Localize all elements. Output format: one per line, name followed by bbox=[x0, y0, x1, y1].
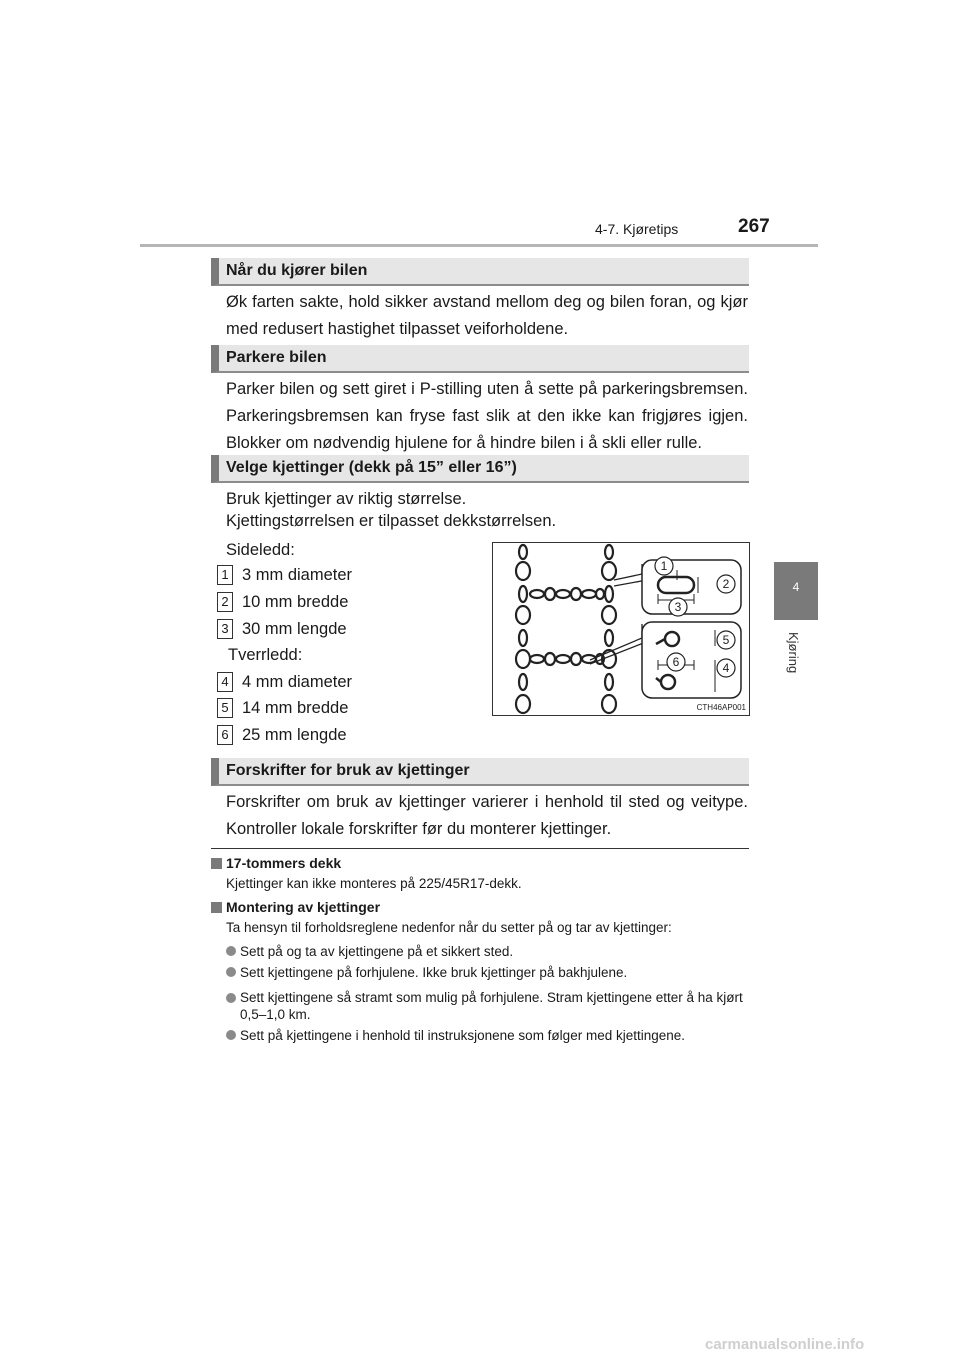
page-number: 267 bbox=[738, 216, 770, 237]
heading-parking: Parkere bilen bbox=[211, 345, 749, 373]
spec-number-6: 6 bbox=[217, 725, 233, 745]
diagram-callout-5: 5 bbox=[722, 633, 730, 647]
diagram-callout-1: 1 bbox=[660, 559, 668, 573]
spec-number-3: 3 bbox=[217, 619, 233, 639]
heading-chains: Velge kjettinger (dekk på 15” eller 16”) bbox=[211, 455, 749, 483]
bullet-text-1: Sett på og ta av kjettingene på et sikkert sted. bbox=[240, 944, 514, 959]
note-title-mounting: Montering av kjettinger bbox=[226, 899, 381, 915]
note-text-mounting: Ta hensyn til forholdsreglene nedenfor når du setter på og tar av kjettinger: bbox=[226, 920, 672, 935]
spec-number-1: 1 bbox=[217, 565, 233, 585]
watermark: carmanualsonline.info bbox=[705, 1336, 865, 1353]
note-marker-1 bbox=[211, 858, 222, 869]
spec-text-6: 25 mm lengde bbox=[242, 726, 347, 744]
bullet-dot-1 bbox=[226, 946, 236, 956]
spec-text-5: 14 mm bredde bbox=[242, 699, 349, 717]
cross-links-label: Tverrledd: bbox=[228, 646, 303, 664]
note-text-17-inch: Kjettinger kan ikke monteres på 225/45R17-dekk. bbox=[226, 876, 522, 891]
chain-diagram bbox=[492, 542, 750, 716]
spec-text-4: 4 mm diameter bbox=[242, 673, 353, 691]
bullet-text-2: Sett kjettingene på forhjulene. Ikke bruk kjettinger på bakhjulene. bbox=[240, 965, 628, 980]
bullet-dot-3 bbox=[226, 993, 236, 1003]
spec-number-5: 5 bbox=[217, 698, 233, 718]
diagram-callout-3: 3 bbox=[674, 600, 682, 614]
spec-text-2: 10 mm bredde bbox=[242, 593, 349, 611]
spec-number-4: 4 bbox=[217, 672, 233, 692]
bullet-text-3: Sett kjettingene så stramt som mulig på forhjulene. Stram kjettingene etter å ha kjørt 0,5–1,0 km. bbox=[240, 990, 743, 1022]
regulations-text: Forskrifter om bruk av kjettinger varierer i henhold til sted og veitype. Kontroller lokale forskrifter før du monterer kjettinger. bbox=[226, 793, 748, 838]
header-rule bbox=[140, 244, 818, 247]
section-header: 4-7. Kjøretips bbox=[595, 221, 679, 237]
note-title-17-inch: 17-tommers dekk bbox=[226, 855, 342, 871]
chains-line-2: Kjettingstørrelsen er tilpasset dekkstørrelsen. bbox=[226, 512, 557, 530]
notes-rule bbox=[211, 848, 749, 849]
diagram-callout-6: 6 bbox=[672, 655, 680, 669]
bullet-text-4: Sett på kjettingene i henhold til instruksjonene som følger med kjettingene. bbox=[240, 1028, 686, 1043]
driving-text: Øk farten sakte, hold sikker avstand mellom deg og bilen foran, og kjør med redusert hastighet tilpasset veiforholdene. bbox=[226, 293, 748, 338]
heading-regulations: Forskrifter for bruk av kjettinger bbox=[211, 758, 749, 786]
bullet-dot-4 bbox=[226, 1030, 236, 1040]
spec-text-3: 30 mm lengde bbox=[242, 620, 347, 638]
note-marker-2 bbox=[211, 902, 222, 913]
diagram-callout-2: 2 bbox=[722, 577, 730, 591]
chapter-tab: 4 bbox=[774, 562, 818, 620]
chapter-label: Kjøring bbox=[786, 632, 801, 674]
parking-text: Parker bilen og sett giret i P-stilling uten å sette på parkeringsbremsen. Parkeringsbremsen kan fryse fast slik at den ikke kan frigjøres igjen. Blokker om nødvendig hjulene for å hindre bilen i å skli eller rulle. bbox=[226, 380, 748, 452]
side-links-label: Sideledd: bbox=[226, 541, 295, 559]
diagram-callout-4: 4 bbox=[722, 661, 730, 675]
chains-line-1: Bruk kjettinger av riktig størrelse. bbox=[226, 490, 467, 508]
diagram-code: CTH46AP001 bbox=[696, 703, 746, 712]
spec-text-1: 3 mm diameter bbox=[242, 566, 353, 584]
heading-driving: Når du kjører bilen bbox=[211, 258, 749, 286]
bullet-dot-2 bbox=[226, 967, 236, 977]
spec-number-2: 2 bbox=[217, 592, 233, 612]
